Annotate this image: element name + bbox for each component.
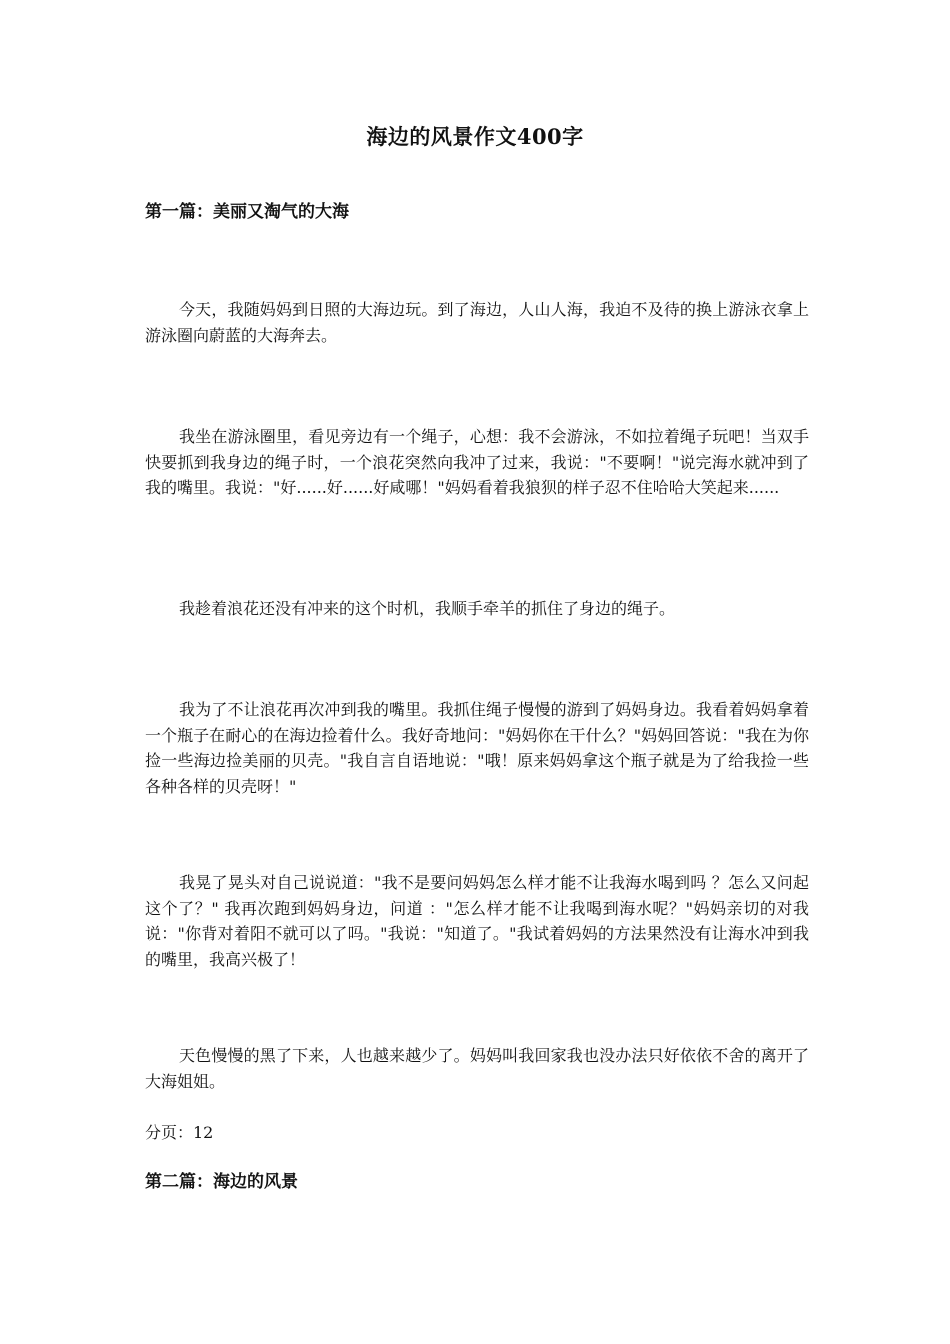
paragraph-3: 我趁着浪花还没有冲来的这个时机，我顺手牵羊的抓住了身边的绳子。 [179,599,676,618]
paragraph-6: 天色慢慢的黑了下来，人也越来越少了。妈妈叫我回家我也没办法只好依依不舍的离开了大海姐姐。 [145,1046,809,1091]
paragraph-4: 我为了不让浪花再次冲到我的嘴里。我抓住绳子慢慢的游到了妈妈身边。我看着妈妈拿着一个瓶子在耐心的在海边捡着什么。我好奇地问："妈妈你在干什么？"妈妈回答说："我在为你捡一些海边捡美丽的贝壳。"我自言自语地说："哦！原来妈妈拿这个瓶子就是为了给我捡一些各种各样的贝壳呀！" [145,700,809,796]
page-title: 海边的风景作文400字 [366,124,584,149]
paragraph-1: 今天，我随妈妈到日照的大海边玩。到了海边，人山人海，我迫不及待的换上游泳衣拿上游泳圈向蔚蓝的大海奔去。 [145,300,809,345]
section-heading-2: 第二篇：海边的风景 [145,1172,298,1192]
paragraph-2: 我坐在游泳圈里，看见旁边有一个绳子，心想：我不会游泳，不如拉着绳子玩吧！当双手快要抓到我身边的绳子时，一个浪花突然向我冲了过来，我说："不要啊！"说完海水就冲到了我的嘴里。我说："好......好......好咸哪！"妈妈看着我狼狈的样子忍不住哈哈大笑起来...... [145,427,809,497]
section-heading-1: 第一篇：美丽又淘气的大海 [145,202,349,222]
page-note: 分页：12 [145,1123,214,1142]
paragraph-5: 我晃了晃头对自己说说道："我不是要问妈妈怎么样才能不让我海水喝到吗 ？怎么又问起这个了？" 我再次跑到妈妈身边，问道 ："怎么样才能不让我喝到海水呢？"妈妈亲切的对我说："你背对着阳不就可以了吗。"我说："知道了。"我试着妈妈的方法果然没有让海水冲到我的嘴里，我高兴极了！ [145,873,809,969]
